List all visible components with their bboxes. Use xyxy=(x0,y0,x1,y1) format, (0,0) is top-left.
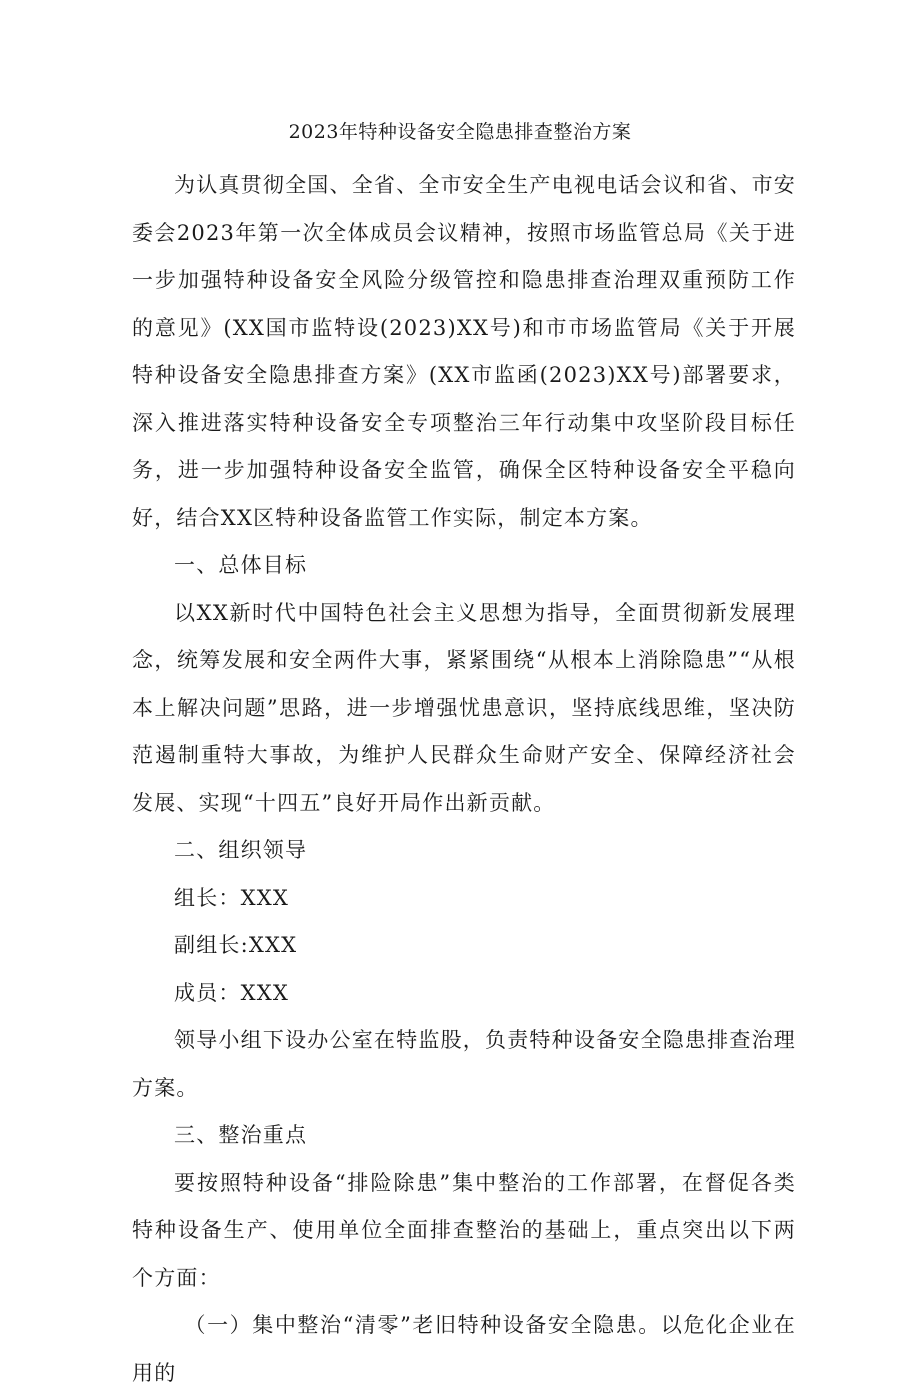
members-line: 成员：XXX xyxy=(174,980,290,1005)
section-heading-key-points: 三、整治重点 xyxy=(174,1123,308,1147)
section-heading-overall-goal: 一、总体目标 xyxy=(174,553,308,577)
section-heading-leadership: 二、组织领导 xyxy=(174,838,308,862)
key-point-item-1: （一）集中整治“清零”老旧特种设备安全隐患。以危化企业在用的 xyxy=(132,1313,796,1385)
overall-goal-paragraph: 以XX新时代中国特色社会主义思想为指导，全面贯彻新发展理念，统筹发展和安全两件大事，紧紧围绕“从根本上消除隐患”“从根本上解决问题”思路，进一步增强忧患意识，坚持底线思维，坚决防范遏制重特大事故，为维护人民群众生命财产安全、保障经济社会发展、实现“十四五”良好开局作出新贡献。 xyxy=(132,600,796,815)
leader-line: 组长：XXX xyxy=(174,885,290,910)
intro-paragraph: 为认真贯彻全国、全省、全市安全生产电视电话会议和省、市安委会2023年第一次全体成员会议精神，按照市场监管总局《关于进一步加强特种设备安全风险分级管控和隐患排查治理双重预防工作的意见》(XX国市监特设(2023)XX号)和市市场监管局《关于开展特种设备安全隐患排查方案》(XX市监函(2023)XX号)部署要求，深入推进落实特种设备安全专项整治三年行动集中攻坚阶段目标任务，进一步加强特种设备安全监管，确保全区特种设备安全平稳向好，结合XX区特种设备监管工作实际，制定本方案。 xyxy=(132,173,796,530)
office-paragraph: 领导小组下设办公室在特监股，负责特种设备安全隐患排查治理方案。 xyxy=(132,1028,796,1100)
document-title: 2023年特种设备安全隐患排查整治方案 xyxy=(288,121,632,143)
document-body xyxy=(132,162,796,1397)
key-points-paragraph: 要按照特种设备“排险除患”集中整治的工作部署，在督促各类特种设备生产、使用单位全面排查整治的基础上，重点突出以下两个方面： xyxy=(132,1170,796,1290)
deputy-leader-line: 副组长:XXX xyxy=(174,933,298,957)
